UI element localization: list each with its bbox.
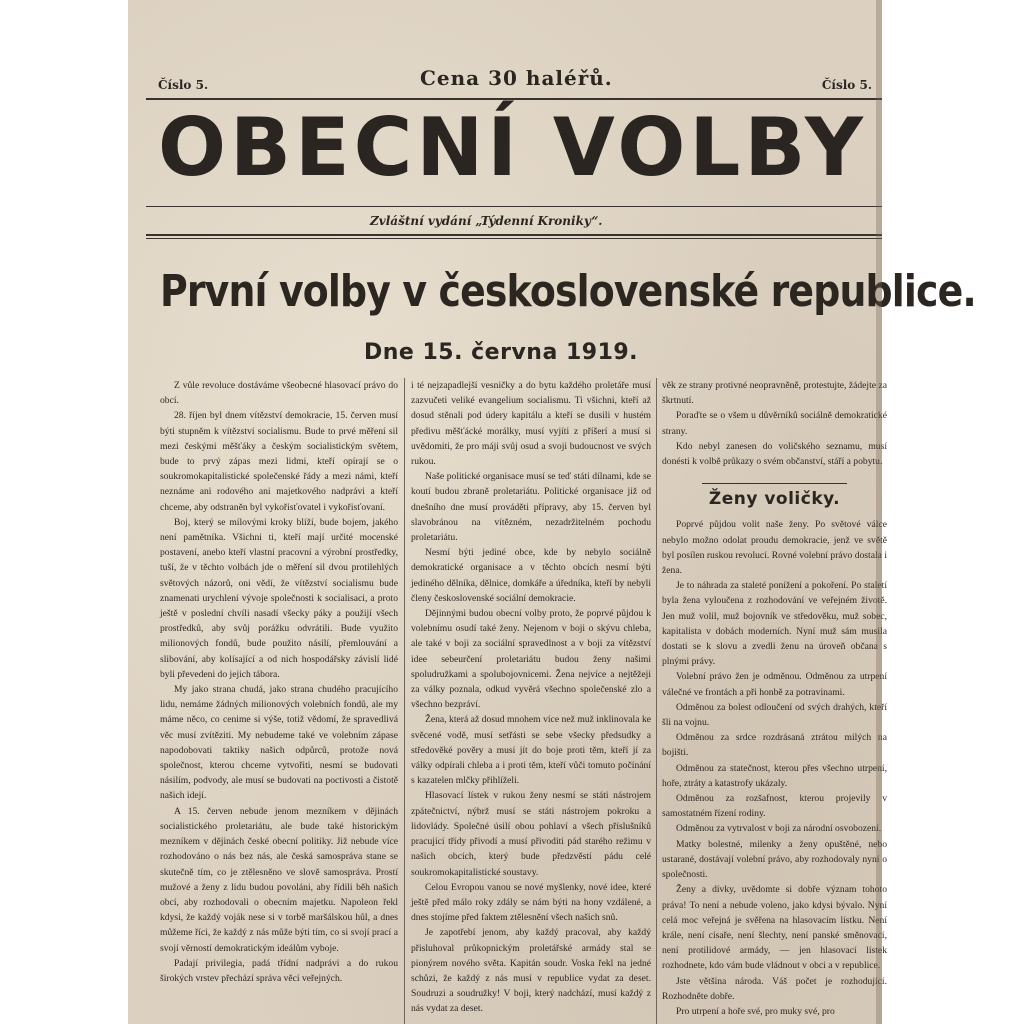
- paragraph: Celou Evropou vanou se nové myšlenky, nové idee, které ještě před málo roky zdály se nám býti na hony vzdálené, a dnes stojíme před faktem ztělesnění všech našich snů.: [411, 881, 651, 924]
- column-3: [662, 378, 887, 1019]
- paragraph: Odměnou za bolest odloučení od svých drahých, kteří šli na vojnu.: [662, 701, 887, 729]
- paragraph: Nesmí býti jediné obce, kde by nebylo sociálně demokratické organisace a v těchto obcích nesmí býti jediného dělníka, dělnice, domkáře a úředníka, kteří by nebyli členy československé sociální demokracie.: [411, 547, 651, 604]
- price: Cena 30 haléřů.: [420, 66, 613, 90]
- masthead-rule-upper: [146, 206, 882, 207]
- paragraph: Hlasovací lístek v rukou ženy nesmí se státi nástrojem zpátečnictví, nýbrž musí se státi nástrojem pokroku a lidovlády. Společné úsilí obou pohlaví a všech příslušníků pracující třídy přivodí a musí přivoditi pád starého režimu v našich obcích, který bude předzvěstí pádu celé soukromokapitalistické soustavy.: [411, 790, 651, 878]
- paragraph: Žena, která až dosud mnohem více než muž inklinovala ke svěcené vodě, musí setřásti se sebe všecky předsudky a středověké pověry a musí jít do boje proti těm, kteří jí za války odpírali chleba a i proti těm, kteří vůči tomuto počínání s kazatelen mlčky přihlíželi.: [411, 714, 651, 787]
- paragraph: Kdo nebyl zanesen do voličského seznamu, musí donésti k volbě průkazy o svém občanství, stáří a pobytu.: [662, 440, 887, 468]
- issue-number-left: Číslo 5.: [158, 78, 209, 92]
- paragraph: Poraďte se o všem u důvěrníků sociálně demokratické strany.: [662, 410, 887, 437]
- masthead-rule-double: [146, 238, 882, 239]
- column-1: [160, 378, 398, 986]
- paragraph: Boj, který se mílovými kroky blíží, bude bojem, jakého není pamětníka. Všichni ti, kteří mají určité mocenské postavení, anebo kteří vlastní pracovní a výrobní prostředky, tuší, že v těchto volbách jde o měření sil dvou protilehlých světových názorů, oni vědí, že vítězství socialismu bude znamenati urychlení vývoje společnosti k socialisaci, a proto ještě v poslední chvíli nasadí všecky páky a použijí všech prostředků, aby svůj porážku odvrátili. Bude využito milionových fondů, bude použito násilí, přemlouvání a slibování, aby kolísající a od nich hospodářsky závislí lidé byli převedeni do jejich tábora.: [160, 516, 398, 680]
- paragraph: My jako strana chudá, jako strana chudého pracujícího lidu, nemáme žádných milionových volebních fondů, ale my máme něco, co cenime si výše, totiž vědomí, že spravedlivá věc musí zvítěziti. My nebudeme také ve volebním zápase napodobovati taktiky našich odpůrců, protože nová společnost, kterou chceme vytvořiti, nesmí se budovati násilím, podvody, ale musí se budovati na poctivosti a čistotě našich idejí.: [160, 684, 398, 802]
- paragraph: Poprvé půjdou volit naše ženy. Po světové válce nebylo možno odolat proudu demokracie, jenž ve světě byl posílen ruskou revolucí. Rovné volební právo dostala i žena.: [662, 519, 887, 577]
- masthead-rule-lower: [146, 234, 882, 236]
- paragraph: Je to náhrada za staleté ponížení a pokoření. Po staletí byla žena vyloučena z rozhodování ve veřejném životě. Jen muž volil, muž bojovník ve středověku, muž sobec, kapitalista v dobách moderních. Nyní muž sám musila dostati se k slovu a zvedli ženu na úroveň občana s plnými právy.: [662, 580, 887, 668]
- paragraph: Je zapotřebí jenom, aby každý pracoval, aby každý přisluhoval průkopnickým proletářské armády stal se pionýrem nového světa. Kapitán soudr. Voska řekl na jedné schůzi, že každý z nás musí v republice vydat za deset. Soudruzi a soudružky! V boji, který nadchází, musí každý z nás vydat za deset.: [411, 927, 651, 1015]
- column-separator-2: [656, 378, 657, 1024]
- newspaper-page: [128, 0, 976, 1024]
- section-heading-women: Ženy voličky.: [708, 489, 841, 510]
- paragraph: Naše politické organisace musí se teď státi dílnami, kde se koutí budou zbraně proletariátu. Politické organisace již od dnešního dne musí prováděti přípravy, aby 15. červen byl slavobránou na vítězném, nezadržitelném pochodu proletariátu.: [411, 471, 651, 544]
- issue-number-right: Číslo 5.: [821, 78, 872, 92]
- paragraph: věk ze strany protivné neopravněně, protestujte, žádejte za škrtnutí.: [662, 380, 887, 407]
- paragraph: Odměnou za rozšafnost, kterou projevily v samostatném řízení rodiny.: [662, 793, 887, 820]
- section-rule: [702, 483, 847, 484]
- paragraph: Pro utrpení a hoře své, pro muky své, pro: [676, 1005, 835, 1017]
- paragraph: Odměnou za srdce rozdrásaná ztrátou milých na bojišti.: [662, 732, 887, 759]
- paragraph: Odměnou za statečnost, kterou přes všechno utrpení, hoře, ztráty a katastrofy ukázaly.: [662, 762, 887, 789]
- paragraph: Z vůle revoluce dostáváme všeobecné hlasovací právo do obcí.: [160, 380, 398, 407]
- paragraph: i té nejzapadlejší vesničky a do bytu každého proletáře musí zazvučeti veliké evangelium socialismu. Ti všichni, kteří až dosud stěnali pod údery kapitálu a kteří se dusili v hustém předivu měšťácké morálky, musí vyjíti z příšerí a musí si uvědomiti, že pro máji svůj osud a svoji budoucnost ve svých rukou.: [411, 380, 651, 468]
- paragraph: Ženy a dívky, uvědomte si dobře význam tohoto práva! To není a nebude voleno, jako kdysi bývalo. Nyní celá moc veřejná je svěřena na hlasovacím lístku. Není krále, není císaře, není šlechty, není panské směnovací, není protilidové armády, — jen hlasovací lístek rozhodnete, kdo vám bude vládnout v obci a v republice.: [662, 884, 887, 972]
- paragraph: Padají privilegia, padá třídní nadprávi a do rukou širokých vrstev přechází správa věcí veřejných.: [160, 957, 398, 984]
- masthead: OBECNÍ VOLBY: [158, 101, 867, 194]
- column-2: [411, 378, 651, 1017]
- headline: První volby v československé republice.: [160, 266, 976, 317]
- paragraph: A 15. červen nebude jenom mezníkem v dějinách socialistického proletariátu, ale bude také historickým mezníkem v dějinách české obecní politiky. Již nebude více rozhodováno o nás bez nás, ale česká samospráva stane se skutečně tím, co je ztělesněno ve slově samospráva. Prostí mužové a ženy z lidu budou povoláni, aby řídili běh našich obcí, aby rozhodovali o obecním majetku. Napoleon řekl kdysi, že každý voják nese si v torbě maršálskou hůl, a dnes můžeme říci, že každý z nás může býti tím, co si svojí prací a svojí věrností demokratickým ideálům vyboje.: [160, 805, 398, 954]
- paragraph: Jste většina národa. Váš počet je rozhodující. Rozhodněte dobře.: [662, 975, 887, 1002]
- paragraph: Odměnou za vytrvalost v boji za národní osvobození.: [676, 823, 882, 835]
- dateline: Dne 15. června 1919.: [364, 340, 639, 365]
- paragraph: Matky bolestné, milenky a ženy opuštěné, nebo ustarané, dostávají volební právo, aby rozhodovaly nyní o společnosti.: [662, 838, 887, 881]
- subtitle: Zvláštní vydání „Týdenní Kroniky“.: [370, 214, 603, 228]
- paragraph: Dějinnými budou obecní volby proto, že poprvé půjdou k volebnímu osudí také ženy. Nejenom v boji o skývu chleba, ale také v boji za sociální spravedlnost a v boji za vítězství idee sebeurčení proletariátu budou ženy našimi spoludružkami a spolubojovnicemi. Žena nejvíce a nejtěžeji za války poznala, odkud vyvěrá všechno společenské zlo a všechno bezpráví.: [411, 608, 651, 711]
- paragraph: Volební právo žen je odměnou. Odměnou za utrpení válečné ve frontách a při honbě za potravinami.: [662, 671, 887, 698]
- column-separator-1: [404, 378, 405, 1024]
- top-rule: [146, 98, 882, 100]
- paragraph: 28. říjen byl dnem vítězství demokracie, 15. červen musí býti stupněm k vítězství socialismu. Bude to prvé měření sil mezi českými měšťáky a českým socialistickým světem, bude to prvý zápas mezi lidmi, kteří opírají se o soukromokapitalistické společenské řády a mezi námi, kteří neznáme ani rodového ani majetkového nadprávi a kteří chceme, aby odstraněn byl vykořisťovatel i vykořisťovaní.: [160, 410, 398, 513]
